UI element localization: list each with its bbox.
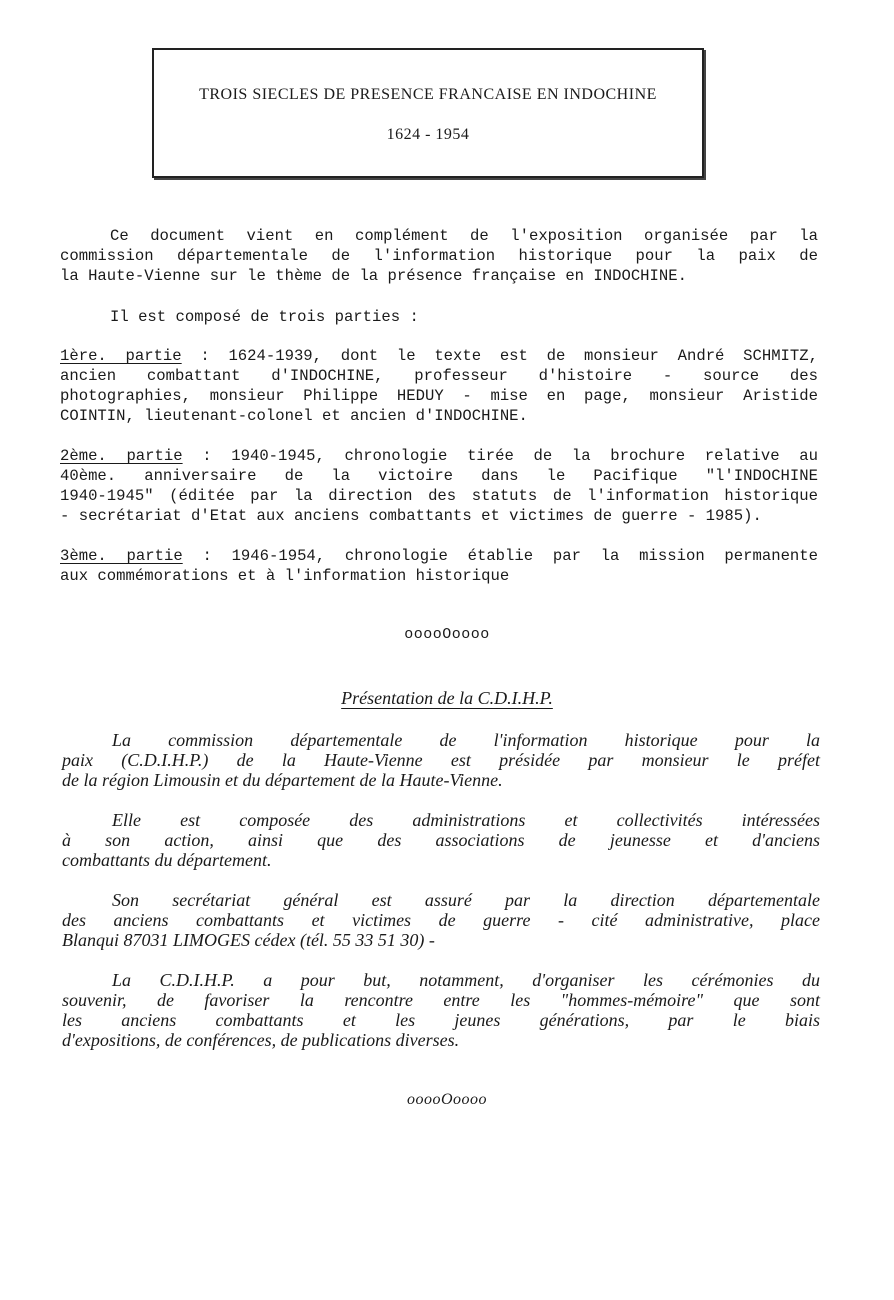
text-line: 40ème. anniversaire de la victoire dans le Pacifique "l'INDOCHINE bbox=[60, 467, 818, 485]
presentation-heading bbox=[0, 688, 894, 709]
text-line: Elle est composée des administrations et collectivités intéressées bbox=[112, 810, 820, 830]
text-line: COINTIN, lieutenant-colonel et ancien d'INDOCHINE. bbox=[60, 407, 528, 425]
part-1-label: 1ère. partie bbox=[60, 347, 182, 365]
part-2-first-text: : 1940-1945, chronologie tirée de la brochure relative au bbox=[182, 447, 818, 465]
text-line: aux commémorations et à l'information historique bbox=[60, 567, 510, 585]
text-line: commission départementale de l'information historique pour la paix de bbox=[60, 247, 818, 265]
text-line: paix (C.D.I.H.P.) de la Haute-Vienne est présidée par monsieur le préfet bbox=[62, 750, 820, 770]
part-2-paragraph bbox=[60, 446, 818, 526]
text-line: La commission départementale de l'information historique pour la bbox=[112, 730, 820, 750]
text-line: à son action, ainsi que des associations de jeunesse et d'anciens bbox=[62, 830, 820, 850]
part-2-label: 2ème. partie bbox=[60, 447, 183, 465]
intro-paragraph bbox=[60, 226, 818, 286]
document-title: TROIS SIECLES DE PRESENCE FRANCAISE EN INDOCHINE bbox=[199, 86, 657, 103]
composition-paragraph bbox=[60, 307, 818, 327]
text-line: Blanqui 87031 LIMOGES cédex (tél. 55 33 51 30) - bbox=[62, 930, 435, 950]
title-box bbox=[152, 48, 704, 178]
text-line: la Haute-Vienne sur le thème de la présence française en INDOCHINE. bbox=[60, 267, 687, 285]
text-line: combattants du département. bbox=[62, 850, 272, 870]
text-line: Ce document vient en complément de l'exposition organisée par la bbox=[110, 227, 818, 245]
part-3-paragraph bbox=[60, 546, 818, 586]
text-line: - secrétariat d'Etat aux anciens combattants et victimes de guerre - 1985). bbox=[60, 507, 762, 525]
text-line: Son secrétariat général est assuré par la direction départementale bbox=[112, 890, 820, 910]
presentation-paragraph-4 bbox=[62, 970, 820, 1050]
text-line: Il est composé de trois parties : bbox=[110, 308, 419, 326]
separator-1: ooooOoooo bbox=[404, 626, 490, 643]
part-3-label: 3ème. partie bbox=[60, 547, 183, 565]
separator-2: ooooOoooo bbox=[406, 1091, 488, 1108]
text-line: souvenir, de favoriser la rencontre entre les "hommes-mémoire" que sont bbox=[62, 990, 820, 1010]
text-line: photographies, monsieur Philippe HEDUY - mise en page, monsieur Aristide bbox=[60, 387, 818, 405]
presentation-paragraph-2 bbox=[62, 810, 820, 870]
text-line: 1940-1945" (éditée par la direction des statuts de l'information historique bbox=[60, 487, 818, 505]
presentation-paragraph-3 bbox=[62, 890, 820, 950]
part-1-first-line bbox=[60, 346, 818, 366]
part-1-first-text: : 1624-1939, dont le texte est de monsieur André SCHMITZ, bbox=[181, 347, 818, 365]
part-3-first-line bbox=[60, 546, 818, 566]
presentation-paragraph-1 bbox=[62, 730, 820, 790]
text-line: ancien combattant d'INDOCHINE, professeur d'histoire - source des bbox=[60, 367, 818, 385]
text-line: des anciens combattants et victimes de guerre - cité administrative, place bbox=[62, 910, 820, 930]
text-line: les anciens combattants et les jeunes générations, par le biais bbox=[62, 1010, 820, 1030]
text-line: de la région Limousin et du département de la Haute-Vienne. bbox=[62, 770, 503, 790]
part-2-first-line bbox=[60, 446, 818, 466]
part-1-paragraph bbox=[60, 346, 818, 426]
document-years: 1624 - 1954 bbox=[386, 126, 470, 143]
text-line: La C.D.I.H.P. a pour but, notamment, d'organiser les cérémonies du bbox=[112, 970, 820, 990]
text-line: d'expositions, de conférences, de publications diverses. bbox=[62, 1030, 460, 1050]
part-3-first-text: : 1946-1954, chronologie établie par la mission permanente bbox=[182, 547, 819, 565]
presentation-heading-text: Présentation de la C.D.I.H.P. bbox=[341, 688, 553, 708]
